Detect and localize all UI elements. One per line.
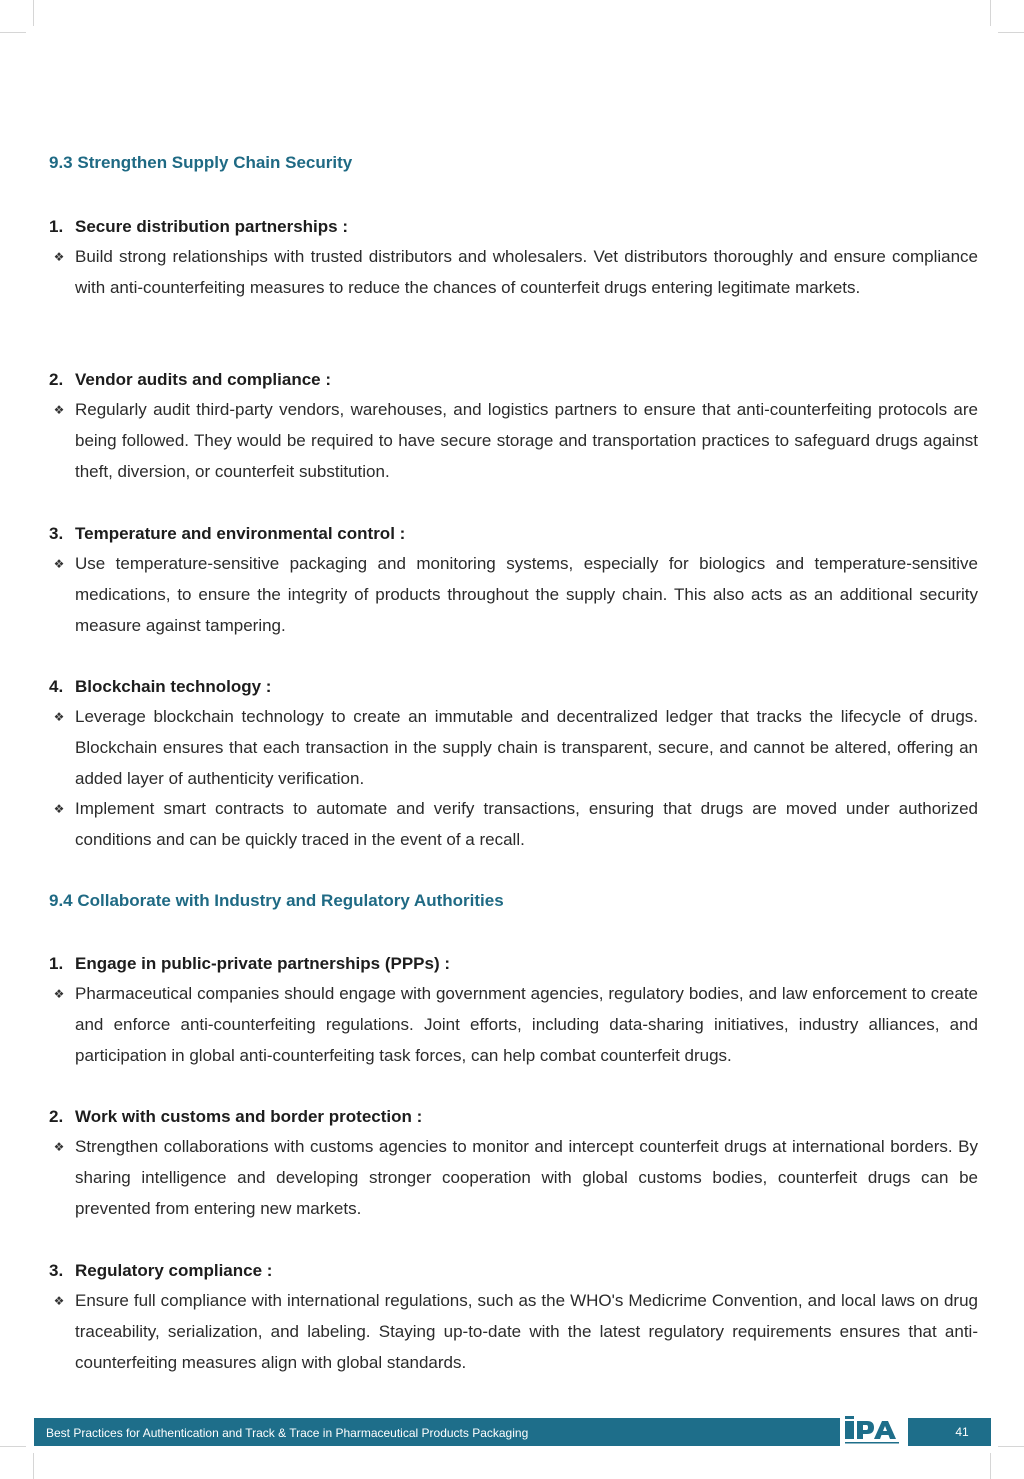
diamond-bullet-icon: ❖ <box>53 987 65 1001</box>
list-item <box>49 365 978 487</box>
bullet-paragraph <box>49 794 978 856</box>
item-title <box>49 365 978 395</box>
item-title <box>49 519 978 549</box>
footer-text: Best Practices for Authentication and Track & Trace in Pharmaceutical Products Packaging <box>46 1426 529 1440</box>
footer-bar <box>34 1418 991 1446</box>
section-heading: 9.4 Collaborate with Industry and Regulatory Authorities <box>49 891 504 910</box>
list-item <box>49 1256 978 1378</box>
bullet-text: Pharmaceutical companies should engage with government agencies, regulatory bodies, and law enforcement to create and enforce anti-counterfeiting regulations. Joint efforts, including data-sharing initiatives, industry alliances, and participation in global anti-counterfeiting task forces, can help combat counterfeit drugs. <box>75 984 978 1065</box>
list-item <box>49 1102 978 1224</box>
diamond-bullet-icon: ❖ <box>53 250 65 264</box>
crop-mark <box>33 0 34 26</box>
item-number: 3. <box>49 524 64 543</box>
item-title-text: Blockchain technology : <box>75 677 272 696</box>
diamond-bullet-icon: ❖ <box>53 557 65 571</box>
list-item <box>49 519 978 641</box>
page-number: 41 <box>955 1425 969 1439</box>
crop-mark <box>0 1446 26 1447</box>
item-title-text: Engage in public-private partnerships (PPPs) : <box>75 954 451 973</box>
bullet-text: Implement smart contracts to automate and verify transactions, ensuring that drugs are moved under authorized conditions and can be quickly traced in the event of a recall. <box>75 799 978 850</box>
item-title <box>49 1102 978 1132</box>
bullet-text: Build strong relationships with trusted distributors and wholesalers. Vet distributors thoroughly and ensure compliance with anti-counterfeiting measures to reduce the chances of counterfeit drugs entering legitimate markets. <box>75 247 978 297</box>
item-number: 4. <box>49 677 64 696</box>
item-number: 1. <box>49 217 64 236</box>
crop-mark <box>998 32 1024 33</box>
crop-mark <box>0 32 26 33</box>
item-title-text: Temperature and environmental control : <box>75 524 406 543</box>
section-heading: 9.3 Strengthen Supply Chain Security <box>49 153 353 172</box>
item-title-text: Vendor audits and compliance : <box>75 370 331 389</box>
bullet-paragraph <box>49 1132 978 1224</box>
bullet-paragraph <box>49 702 978 794</box>
item-title-text: Work with customs and border protection : <box>75 1107 423 1126</box>
bullet-paragraph <box>49 549 978 641</box>
diamond-bullet-icon: ❖ <box>53 1294 65 1308</box>
bullet-text: Regularly audit third-party vendors, warehouses, and logistics partners to ensure that anti-counterfeiting protocols are being followed. They would be required to have secure storage and transportation practices to safeguard drugs against theft, diversion, or counterfeit substitution. <box>75 400 978 481</box>
item-title <box>49 672 978 702</box>
diamond-bullet-icon: ❖ <box>53 1140 65 1154</box>
crop-mark <box>33 1453 34 1479</box>
item-title-text: Regulatory compliance : <box>75 1261 273 1280</box>
item-title-text: Secure distribution partnerships : <box>75 217 348 236</box>
item-title <box>49 1256 978 1286</box>
crop-mark <box>998 1446 1024 1447</box>
crop-mark <box>990 1453 991 1479</box>
diamond-bullet-icon: ❖ <box>53 403 65 417</box>
bullet-paragraph <box>49 395 978 487</box>
list-item <box>49 672 978 856</box>
bullet-paragraph <box>49 979 978 1071</box>
bullet-text: Leverage blockchain technology to create an immutable and decentralized ledger that tracks the lifecycle of drugs. Blockchain ensures that each transaction in the supply chain is transparent, secure, and cannot be altered, offering an added layer of authenticity verification. <box>75 707 978 788</box>
ipa-logo <box>840 1418 908 1446</box>
list-item <box>49 949 978 1071</box>
bullet-paragraph <box>49 1286 978 1378</box>
bullet-text: Strengthen collaborations with customs agencies to monitor and intercept counterfeit drugs at international borders. By sharing intelligence and developing stronger cooperation with global customs bodies, counterfeit drugs can be prevented from entering new markets. <box>75 1137 978 1218</box>
list-item <box>49 212 978 304</box>
ipa-logo-icon <box>843 1415 905 1449</box>
item-number: 3. <box>49 1261 64 1280</box>
item-number: 1. <box>49 954 64 973</box>
diamond-bullet-icon: ❖ <box>53 710 65 724</box>
bullet-text: Use temperature-sensitive packaging and monitoring systems, especially for biologics and temperature-sensitive medications, to ensure the integrity of products throughout the supply chain. This also acts as an additional security measure against tampering. <box>75 554 978 635</box>
item-title <box>49 949 978 979</box>
crop-mark <box>990 0 991 26</box>
item-number: 2. <box>49 370 64 389</box>
item-title <box>49 212 978 242</box>
bullet-text: Ensure full compliance with international regulations, such as the WHO's Medicrime Convention, and local laws on drug traceability, serialization, and labeling. Staying up-to-date with the latest regulatory requirements ensures that anti-counterfeiting measures align with global standards. <box>75 1291 978 1372</box>
bullet-paragraph <box>49 242 978 304</box>
item-number: 2. <box>49 1107 64 1126</box>
diamond-bullet-icon: ❖ <box>53 802 65 817</box>
